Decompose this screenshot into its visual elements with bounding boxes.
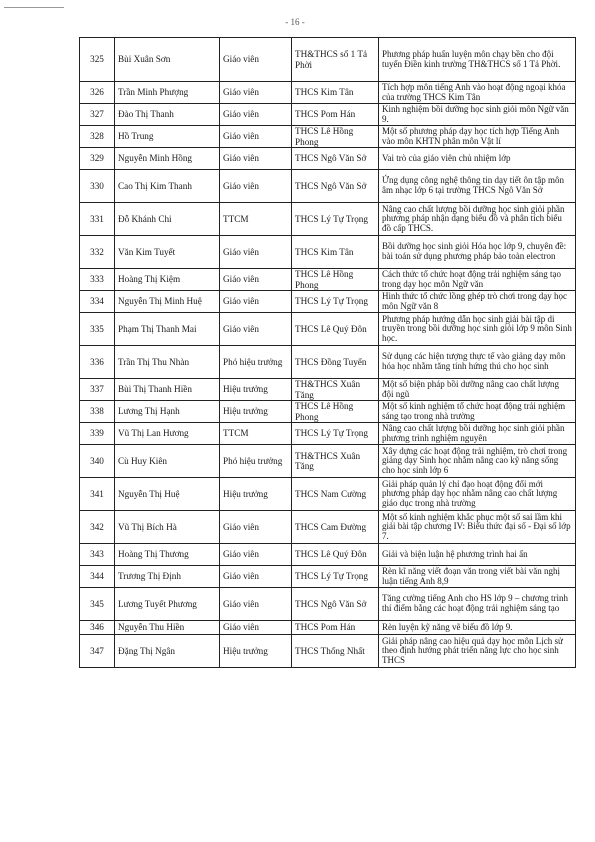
initiative-topic: Phương pháp huấn luyện môn chạy bền cho đội tuyển Điền kinh trường TH&THCS số 1 Tả Phời. (379, 38, 576, 82)
position: Giáo viên (220, 544, 292, 566)
position: Giáo viên (220, 148, 292, 170)
school-unit: THCS Ngô Văn Sở (292, 148, 379, 170)
person-name: Bùi Xuân Sơn (115, 38, 220, 82)
position: TTCM (220, 423, 292, 445)
school-unit: THCS Pom Hán (292, 104, 379, 126)
initiative-topic: Một số biện pháp bồi dưỡng nâng cao chất lượng đội ngũ (379, 379, 576, 401)
page-number: - 16 - (285, 17, 305, 27)
row-number: 341 (80, 478, 115, 511)
table-row (80, 236, 576, 269)
school-unit: THCS Lê Hồng Phong (292, 269, 379, 291)
person-name: Hoàng Thị Thương (115, 544, 220, 566)
initiative-topic: Giải và biện luận hệ phương trình hai ẩn (379, 544, 576, 566)
initiative-topic: Rèn kĩ năng viết đoạn văn trong viết bài văn nghị luận tiếng Anh 8,9 (379, 566, 576, 588)
row-number: 333 (80, 269, 115, 291)
school-unit: THCS Lê Hồng Phong (292, 126, 379, 148)
table-row (80, 544, 576, 566)
table-row (80, 445, 576, 478)
row-number: 332 (80, 236, 115, 269)
row-number: 340 (80, 445, 115, 478)
person-name: Đỗ Khánh Chi (115, 203, 220, 236)
table-row (80, 423, 576, 445)
school-unit: THCS Lý Tự Trọng (292, 566, 379, 588)
initiatives-table-wrapper (79, 37, 576, 668)
person-name: Hoàng Thị Kiệm (115, 269, 220, 291)
position: Giáo viên (220, 170, 292, 203)
position: Giáo viên (220, 621, 292, 635)
row-number: 329 (80, 148, 115, 170)
school-unit: THCS Nam Cường (292, 478, 379, 511)
row-number: 335 (80, 313, 115, 346)
table-row (80, 126, 576, 148)
initiative-topic: Kinh nghiệm bồi dưỡng học sinh giỏi môn Ngữ văn 9. (379, 104, 576, 126)
person-name: Hồ Trung (115, 126, 220, 148)
position: Hiệu trưởng (220, 635, 292, 668)
person-name: Nguyễn Thị Minh Huệ (115, 291, 220, 313)
table-row (80, 291, 576, 313)
position: Giáo viên (220, 566, 292, 588)
row-number: 336 (80, 346, 115, 379)
position: Hiệu trưởng (220, 478, 292, 511)
person-name: Trần Thị Thu Nhàn (115, 346, 220, 379)
position: Giáo viên (220, 38, 292, 82)
school-unit: THCS Lý Tự Trọng (292, 423, 379, 445)
table-row (80, 478, 576, 511)
initiative-topic: Một số phương pháp dạy học tích hợp Tiếng Anh vào môn KHTN phân môn Vật lí (379, 126, 576, 148)
position: Hiệu trưởng (220, 401, 292, 423)
school-unit: THCS Ngô Văn Sở (292, 170, 379, 203)
position: Giáo viên (220, 511, 292, 544)
position: Giáo viên (220, 82, 292, 104)
row-number: 343 (80, 544, 115, 566)
school-unit: THCS Lý Tự Trọng (292, 203, 379, 236)
school-unit: TH&THCS số 1 Tả Phời (292, 38, 379, 82)
person-name: Bùi Thị Thanh Hiền (115, 379, 220, 401)
row-number: 331 (80, 203, 115, 236)
initiative-topic: Hình thức tổ chức lồng ghép trò chơi trong dạy học môn Ngữ văn 8 (379, 291, 576, 313)
position: Giáo viên (220, 588, 292, 621)
position: Phó hiệu trưởng (220, 346, 292, 379)
table-row (80, 588, 576, 621)
initiative-topic: Tích hợp môn tiếng Anh vào hoạt động ngoại khóa của trường THCS Kim Tân (379, 82, 576, 104)
table-row (80, 379, 576, 401)
table-row (80, 104, 576, 126)
school-unit: THCS Pom Hán (292, 621, 379, 635)
person-name: Đặng Thị Ngân (115, 635, 220, 668)
school-unit: TH&THCS Xuân Tăng (292, 379, 379, 401)
school-unit: THCS Đồng Tuyển (292, 346, 379, 379)
position: Giáo viên (220, 269, 292, 291)
person-name: Trần Minh Phượng (115, 82, 220, 104)
table-row (80, 621, 576, 635)
row-number: 339 (80, 423, 115, 445)
initiative-topic: Tăng cường tiếng Anh cho HS lớp 9 – chương trình thí điểm bằng các hoạt động trải nghiệm sáng tạo (379, 588, 576, 621)
initiative-topic: Nâng cao chất lượng bồi dưỡng học sinh giỏi phần phương trình nghiệm nguyên (379, 423, 576, 445)
table-row (80, 566, 576, 588)
row-number: 326 (80, 82, 115, 104)
initiative-topic: Bồi dưỡng học sinh giỏi Hóa học lớp 9, chuyên đề: bài toán sử dụng phương pháp bảo toàn electron (379, 236, 576, 269)
row-number: 334 (80, 291, 115, 313)
table-row (80, 313, 576, 346)
initiative-topic: Ứng dụng công nghệ thông tin dạy tiết ôn tập môn âm nhạc lớp 6 tại trường THCS Ngô Văn Sở (379, 170, 576, 203)
initiative-topic: Nâng cao chất lượng bồi dưỡng học sinh giỏi phần phương pháp nhận dạng biểu đồ và phân tích biểu đồ cấp THCS. (379, 203, 576, 236)
person-name: Trương Thị Định (115, 566, 220, 588)
row-number: 342 (80, 511, 115, 544)
school-unit: THCS Lê Hồng Phong (292, 401, 379, 423)
table-row (80, 401, 576, 423)
person-name: Nguyễn Minh Hồng (115, 148, 220, 170)
initiative-topic: Cách thức tổ chức hoạt động trải nghiệm sáng tạo trong dạy học môn Ngữ văn (379, 269, 576, 291)
table-row (80, 635, 576, 668)
table-row (80, 82, 576, 104)
person-name: Văn Kim Tuyết (115, 236, 220, 269)
position: Hiệu trưởng (220, 379, 292, 401)
row-number: 327 (80, 104, 115, 126)
school-unit: THCS Cam Đường (292, 511, 379, 544)
table-row (80, 346, 576, 379)
position: Giáo viên (220, 313, 292, 346)
table-row (80, 38, 576, 82)
person-name: Vũ Thị Lan Hương (115, 423, 220, 445)
school-unit: THCS Lê Quý Đôn (292, 544, 379, 566)
person-name: Phạm Thị Thanh Mai (115, 313, 220, 346)
initiative-topic: Một số kinh nghiệm tổ chức hoạt động trải nghiệm sáng tạo trong nhà trường (379, 401, 576, 423)
initiative-topic: Rèn luyện kỹ năng vẽ biểu đồ lớp 9. (379, 621, 576, 635)
table-row (80, 148, 576, 170)
position: Giáo viên (220, 104, 292, 126)
row-number: 345 (80, 588, 115, 621)
position: TTCM (220, 203, 292, 236)
initiative-topic: Vai trò của giáo viên chủ nhiệm lớp (379, 148, 576, 170)
person-name: Nguyễn Thu Hiền (115, 621, 220, 635)
position: Giáo viên (220, 126, 292, 148)
row-number: 347 (80, 635, 115, 668)
initiative-topic: Phương pháp hướng dẫn học sinh giải bài tập di truyền trong bồi dưỡng học sinh giỏi lớp 9 môn Sinh học. (379, 313, 576, 346)
school-unit: THCS Thống Nhất (292, 635, 379, 668)
school-unit: THCS Kim Tân (292, 236, 379, 269)
person-name: Cao Thị Kim Thanh (115, 170, 220, 203)
table-row (80, 203, 576, 236)
initiative-topic: Sử dụng các hiện tượng thực tế vào giảng dạy môn hóa học nhằm tăng tính hứng thú cho học sinh (379, 346, 576, 379)
row-number: 328 (80, 126, 115, 148)
school-unit: THCS Kim Tân (292, 82, 379, 104)
row-number: 346 (80, 621, 115, 635)
initiative-topic: Xây dựng các hoạt động trải nghiệm, trò chơi trong giảng dạy Sinh học nhằm nâng cao kỹ năng sống cho học sinh lớp 6 (379, 445, 576, 478)
scan-edge-line (4, 7, 64, 8)
school-unit: THCS Lý Tự Trọng (292, 291, 379, 313)
position: Giáo viên (220, 236, 292, 269)
person-name: Cù Huy Kiên (115, 445, 220, 478)
person-name: Đào Thị Thanh (115, 104, 220, 126)
person-name: Lương Tuyết Phương (115, 588, 220, 621)
table-row (80, 170, 576, 203)
person-name: Vũ Thị Bích Hà (115, 511, 220, 544)
initiative-topic: Giải pháp nâng cao hiệu quả dạy học môn Lịch sử theo định hướng phát triển năng lực cho học sinh THCS (379, 635, 576, 668)
position: Giáo viên (220, 291, 292, 313)
position: Phó hiệu trưởng (220, 445, 292, 478)
initiative-topic: Một số kinh nghiệm khắc phục một số sai lầm khi giải bài tập chương IV: Biểu thức đại số - Đại số lớp 7. (379, 511, 576, 544)
row-number: 325 (80, 38, 115, 82)
row-number: 330 (80, 170, 115, 203)
person-name: Nguyễn Thị Huệ (115, 478, 220, 511)
row-number: 338 (80, 401, 115, 423)
table-row (80, 269, 576, 291)
initiative-topic: Giải pháp quản lý chỉ đạo hoạt động đổi mới phương pháp dạy học nhằm nâng cao chất lượng giáo dục trong nhà trường (379, 478, 576, 511)
initiatives-table (79, 37, 576, 668)
school-unit: THCS Ngô Văn Sở (292, 588, 379, 621)
school-unit: THCS Lê Quý Đôn (292, 313, 379, 346)
table-row (80, 511, 576, 544)
school-unit: TH&THCS Xuân Tăng (292, 445, 379, 478)
row-number: 344 (80, 566, 115, 588)
row-number: 337 (80, 379, 115, 401)
person-name: Lương Thị Hạnh (115, 401, 220, 423)
table-body (80, 38, 576, 668)
